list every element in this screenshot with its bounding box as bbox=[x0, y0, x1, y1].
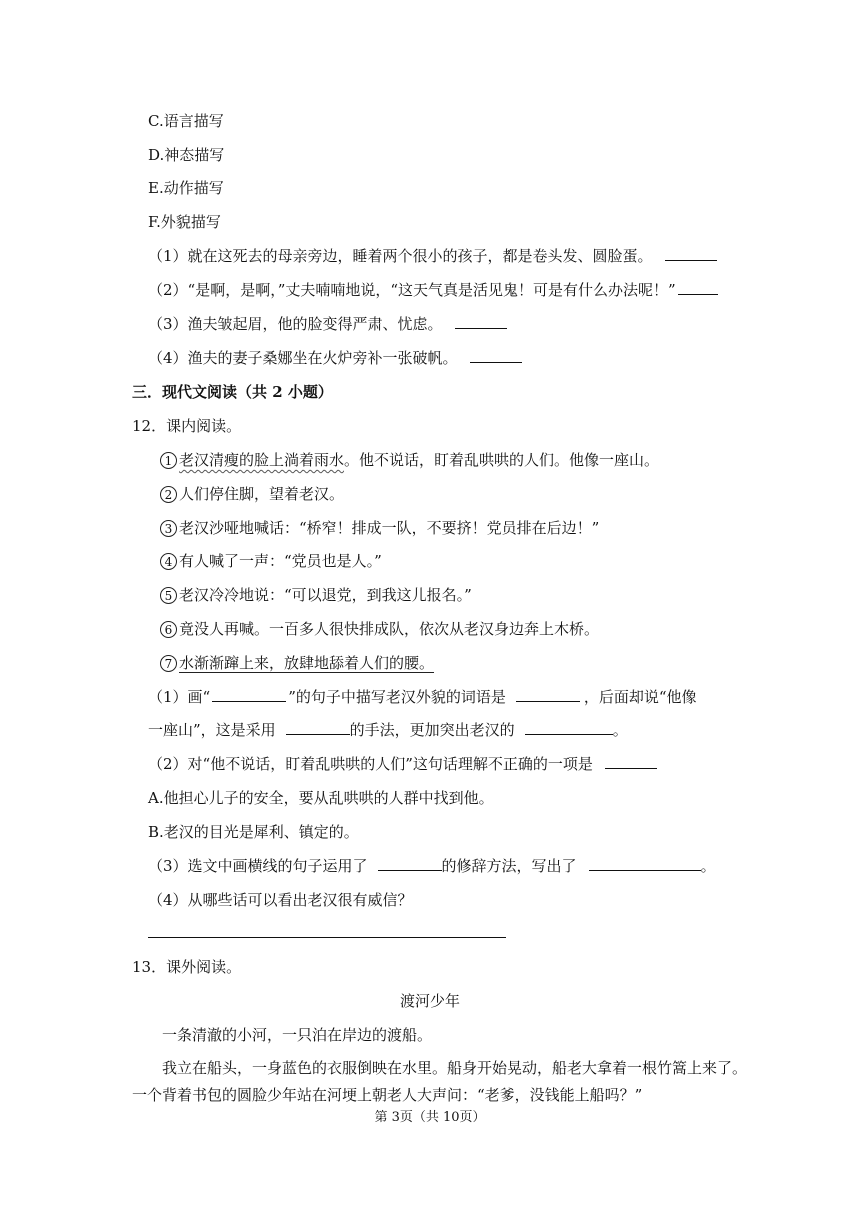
story-paragraph-2-line-1: 我立在船头，一身蓝色的衣服倒映在水里。船身开始晃动，船老大拿着一根竹篙上来了。 bbox=[162, 1059, 748, 1077]
answer-blank[interactable] bbox=[678, 280, 718, 295]
answer-blank[interactable] bbox=[470, 348, 522, 363]
passage-line-3: 3 老汉沙哑地喊话：“桥窄！排成一队，不要挤！党员排在后边！” bbox=[160, 518, 599, 538]
story-title: 渡河少年 bbox=[399, 992, 460, 1010]
option-f: F.外貌描写 bbox=[148, 213, 221, 231]
story-paragraph-1: 一条清澈的小河，一只泊在岸边的渡船。 bbox=[162, 1026, 433, 1044]
passage-line-1: 1 老汉清瘦的脸上淌着雨水。他不说话，盯着乱哄哄的人们。他像一座山。 bbox=[160, 450, 659, 470]
answer-blank[interactable] bbox=[589, 856, 701, 871]
q11-item-3: （3）渔夫皱起眉，他的脸变得严肃、忧虑。 bbox=[148, 314, 511, 334]
answer-blank[interactable] bbox=[378, 856, 442, 871]
q12-sub3: （3）选文中画横线的句子运用了 的修辞方法，写出了 。 bbox=[148, 857, 716, 875]
q12-sub2-option-a: A.他担心儿子的安全，要从乱哄哄的人群中找到他。 bbox=[148, 789, 494, 807]
answer-blank[interactable] bbox=[665, 246, 717, 261]
option-e: E.动作描写 bbox=[148, 179, 224, 197]
q13-title: 13．课外阅读。 bbox=[132, 958, 242, 976]
q12-sub1-line2: 一座山”，这是采用 的手法，更加突出老汉的 。 bbox=[148, 721, 628, 739]
q11-item-1: （1）就在这死去的母亲旁边，睡着两个很小的孩子，都是卷头发、圆脸蛋。 bbox=[148, 246, 721, 266]
answer-blank[interactable] bbox=[605, 754, 657, 769]
answer-blank[interactable] bbox=[455, 314, 507, 329]
answer-line[interactable] bbox=[148, 937, 506, 938]
section-title: 三．现代文阅读（共 2 小题） bbox=[132, 383, 333, 401]
option-c: C.语言描写 bbox=[148, 112, 224, 130]
story-paragraph-2-line-2: 一个背着书包的圆脸少年站在河埂上朝老人大声问：“老爹，没钱能上船吗？” bbox=[132, 1086, 643, 1104]
answer-blank[interactable] bbox=[286, 720, 350, 735]
q12-sub4: （4）从哪些话可以看出老汉很有威信？ bbox=[148, 891, 413, 909]
passage-line-4: 4 有人喊了一声：“党员也是人。” bbox=[160, 551, 382, 571]
q12-title: 12．课内阅读。 bbox=[132, 417, 242, 435]
option-d: D.神态描写 bbox=[148, 146, 225, 164]
passage-line-5: 5 老汉冷冷地说：“可以退党，到我这儿报名。” bbox=[160, 585, 472, 605]
passage-line-2: 2 人们停住脚，望着老汉。 bbox=[160, 484, 344, 504]
underline-sample bbox=[212, 687, 286, 702]
q12-sub1-line1: （1）画“ ”的句子中描写老汉外貌的词语是 ，后面却说“他像 bbox=[148, 688, 697, 706]
passage-line-6: 6 竟没人再喊。一百多人很快排成队，依次从老汉身边奔上木桥。 bbox=[160, 619, 599, 639]
page-footer: 第 3页（共 10页） bbox=[374, 1110, 486, 1125]
answer-blank[interactable] bbox=[525, 720, 613, 735]
answer-blank[interactable] bbox=[516, 687, 580, 702]
q11-item-4: （4）渔夫的妻子桑娜坐在火炉旁补一张破帆。 bbox=[148, 348, 526, 368]
q12-sub2: （2）对“他不说话，盯着乱哄哄的人们”这句话理解不正确的一项是 bbox=[148, 754, 661, 774]
q12-sub2-option-b: B.老汉的目光是犀利、镇定的。 bbox=[148, 823, 359, 841]
q11-item-2: （2）“是啊，是啊，”丈夫喃喃地说，“这天气真是活见鬼！可是有什么办法呢！” bbox=[148, 280, 722, 300]
passage-line-7: 7 水渐渐蹿上来，放肆地舔着人们的腰。 bbox=[160, 653, 434, 673]
